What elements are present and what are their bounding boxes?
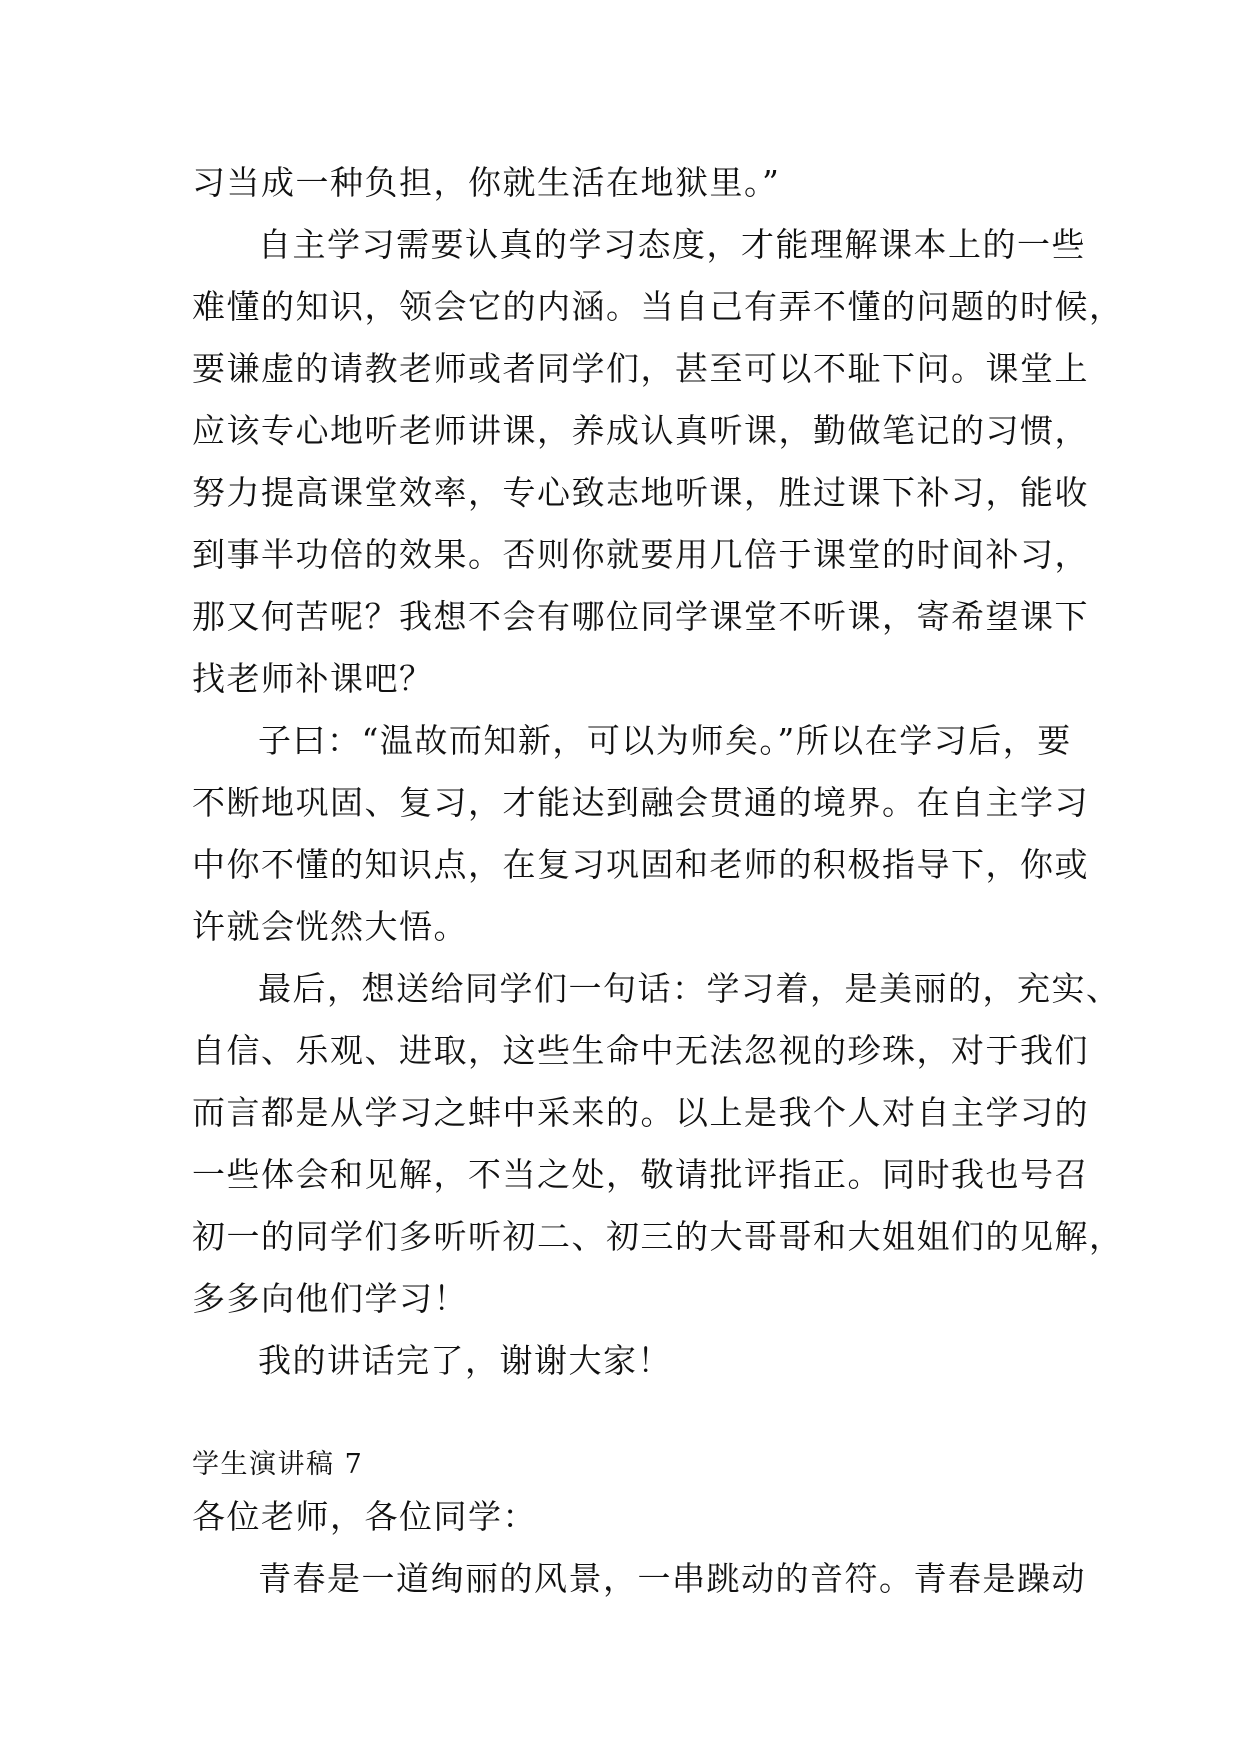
text-line: 自主学习需要认真的学习态度，才能理解课本上的一些 <box>258 225 1086 264</box>
text-line: 努力提高课堂效率，专心致志地听课，胜过课下补习，能收 <box>192 473 1089 512</box>
text-line: 不断地巩固、复习，才能达到融会贯通的境界。在自主学习 <box>192 783 1089 822</box>
text-line: 自信、乐观、进取，这些生命中无法忽视的珍珠，对于我们 <box>192 1031 1089 1070</box>
text-line: 多多向他们学习！ <box>192 1279 468 1318</box>
text-line: 初一的同学们多听听初二、初三的大哥哥和大姐姐们的见解， <box>192 1217 1124 1256</box>
text-line: 子曰：“温故而知新，可以为师矣。”所以在学习后，要 <box>258 721 1072 760</box>
text-line: 我的讲话完了，谢谢大家！ <box>258 1341 672 1380</box>
salutation: 各位老师，各位同学： <box>192 1497 537 1536</box>
text-line: 习当成一种负担，你就生活在地狱里。” <box>192 163 781 202</box>
text-line: 许就会恍然大悟。 <box>192 907 468 946</box>
text-line: 找老师补课吧？ <box>192 659 434 698</box>
text-line: 青春是一道绚丽的风景，一串跳动的音符。青春是躁动 <box>258 1559 1086 1598</box>
text-line: 到事半功倍的效果。否则你就要用几倍于课堂的时间补习， <box>192 535 1089 574</box>
text-line: 最后，想送给同学们一句话：学习着，是美丽的，充实、 <box>258 969 1121 1008</box>
section-title: 学生演讲稿 7 <box>192 1449 364 1480</box>
text-line: 而言都是从学习之蚌中采来的。以上是我个人对自主学习的 <box>192 1093 1089 1132</box>
text-line: 一些体会和见解，不当之处，敬请批评指正。同时我也号召 <box>192 1155 1089 1194</box>
text-line: 应该专心地听老师讲课，养成认真听课，勤做笔记的习惯， <box>192 411 1089 450</box>
text-line: 那又何苦呢？我想不会有哪位同学课堂不听课，寄希望课下 <box>192 597 1089 636</box>
text-line: 中你不懂的知识点，在复习巩固和老师的积极指导下，你或 <box>192 845 1089 884</box>
text-line: 难懂的知识，领会它的内涵。当自己有弄不懂的问题的时候， <box>192 287 1124 326</box>
text-line: 要谦虚的请教老师或者同学们，甚至可以不耻下问。课堂上 <box>192 349 1089 388</box>
